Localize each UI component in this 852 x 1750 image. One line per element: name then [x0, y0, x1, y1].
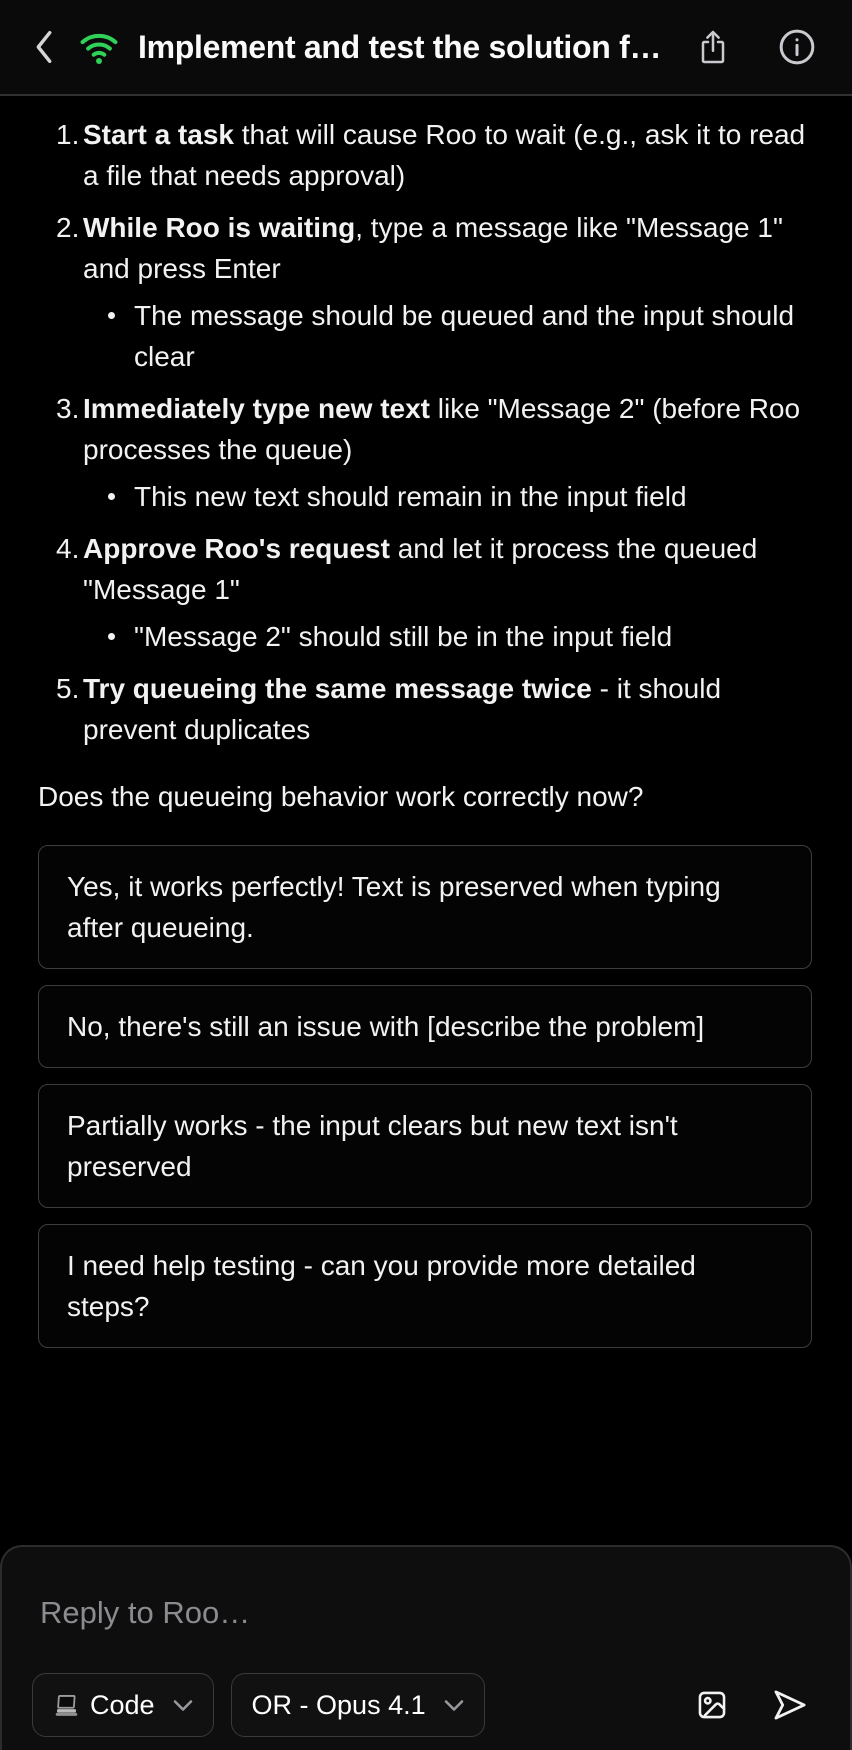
bullet-text: "Message 2" should still be in the input field: [134, 621, 673, 652]
back-button[interactable]: [34, 29, 54, 65]
step-number: 1.: [56, 119, 80, 150]
question-text: Does the queueing behavior work correctly now?: [38, 781, 644, 812]
message-content: [0, 96, 852, 1348]
attach-image-button[interactable]: [695, 1688, 729, 1722]
answer-option-partial[interactable]: Partially works - the input clears but new text isn't preserved: [38, 1084, 812, 1208]
answer-option-help[interactable]: I need help testing - can you provide more detailed steps?: [38, 1224, 812, 1348]
chevron-down-icon: [173, 1699, 193, 1712]
model-label: OR - Opus 4.1: [251, 1689, 426, 1720]
answer-option-yes[interactable]: Yes, it works perfectly! Text is preserved when typing after queueing.: [38, 845, 812, 969]
header: [0, 0, 852, 96]
share-icon: [698, 28, 728, 66]
answer-option-no[interactable]: No, there's still an issue with [describe the problem]: [38, 985, 812, 1068]
share-button[interactable]: [698, 28, 728, 66]
step-number: 3.: [56, 393, 80, 424]
send-icon: [771, 1688, 808, 1722]
model-select[interactable]: [231, 1673, 485, 1737]
wifi-icon: [78, 29, 120, 65]
step-number: 5.: [56, 673, 80, 704]
info-icon: [778, 28, 816, 66]
list-item: [38, 388, 812, 517]
composer-toolbar: [32, 1673, 808, 1737]
bullet-icon: [108, 633, 115, 640]
mode-label: Code: [90, 1689, 155, 1720]
step-number: 4.: [56, 533, 80, 564]
reply-input[interactable]: Reply to Roo…: [40, 1595, 251, 1630]
send-button[interactable]: [771, 1688, 808, 1722]
step-text: Immediately type new text like "Message 2" (before Roo processes the queue): [83, 393, 801, 465]
bullet-icon: [108, 493, 115, 500]
step-text: Try queueing the same message twice - it should prevent duplicates: [83, 673, 722, 745]
laptop-icon: [53, 1692, 80, 1719]
bullet-text: The message should be queued and the input should clear: [134, 300, 795, 372]
chevron-down-icon: [444, 1699, 464, 1712]
list-item: [38, 207, 812, 377]
info-button[interactable]: [778, 28, 816, 66]
step-text: Start a task that will cause Roo to wait (e.g., ask it to read a file that needs approval): [83, 119, 806, 191]
bullet-text: This new text should remain in the input field: [134, 481, 687, 512]
composer-panel: [0, 1545, 852, 1750]
page-title: Implement and test the solution f…: [138, 28, 662, 65]
list-item: [38, 528, 812, 657]
mode-select[interactable]: [32, 1673, 214, 1737]
list-item: [38, 668, 812, 750]
suggested-answers: [38, 845, 812, 1348]
step-text: Approve Roo's request and let it process the queued "Message 1": [83, 533, 758, 605]
image-icon: [695, 1688, 729, 1722]
bullet-icon: [108, 312, 115, 319]
step-number: 2.: [56, 212, 80, 243]
list-item: [38, 114, 812, 196]
chevron-left-icon: [34, 29, 54, 65]
step-text: While Roo is waiting, type a message like "Message 1" and press Enter: [83, 212, 783, 284]
